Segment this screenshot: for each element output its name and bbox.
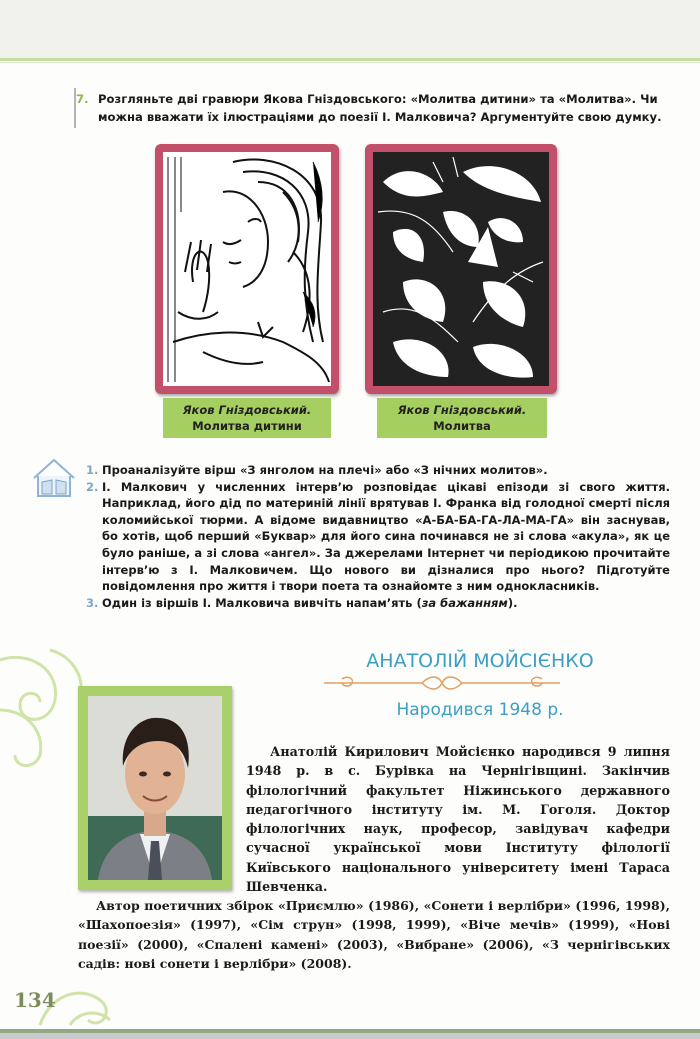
author-photo-frame [78, 686, 232, 890]
author-name: АНАТОЛІЙ МОЙСІЄНКО [366, 650, 594, 672]
header-rule-thin [0, 62, 700, 63]
header-rule [0, 58, 700, 61]
decorative-swirl-icon [0, 640, 90, 770]
task-item-2 [80, 479, 670, 595]
author-portrait-icon [88, 696, 222, 880]
engraving-caption-prayer [377, 398, 547, 438]
page-number: 134 [14, 988, 56, 1012]
engraving-caption-child-prayer [163, 398, 331, 438]
task-text: І. Малкович у численних інтерв’ю розповідає цікаві епізоди зі свого життя. Наприклад, його дід по материній лінії врятував І. Франка від голодної смерті після коломийської тюрми. А відоме видавництво «А-БА-БА-ГА-ЛА-МА-ГА» він заснував, бо хотів, щоб перший «Буквар» для його сина починався не зі слова «акула», як це було раніше, а зі слова «ангел». За джерелами Інтернет чи періодикою прочитайте інтерв’ю з І. Малковичем. Що нового ви дізналися про нього? Підготуйте повідомлення про життя і твори поета та ознайомте з ним однокласників. [102, 479, 670, 594]
question-text: Розгляньте дві гравюри Якова Гніздовського: «Молитва дитини» та «Молитва». Чи можна вважати їх ілюстраціями до поезії І. Малковича? Аргументуйте свою думку. [98, 92, 662, 124]
ornament-divider-icon [322, 675, 562, 691]
engraving-frame-prayer [365, 144, 557, 394]
question-number: 7. [76, 92, 89, 106]
engraving-title: Молитва дитини [192, 419, 302, 433]
header-band [0, 0, 700, 58]
house-book-icon [30, 456, 78, 500]
task-text-italic: за бажанням [421, 595, 508, 610]
task-item-3 [80, 595, 670, 612]
tasks-list [80, 462, 670, 611]
engraving-frame-child-prayer [155, 144, 339, 394]
child-prayer-engraving-icon [163, 152, 331, 386]
footer-band [0, 1033, 700, 1039]
author-bio: Анатолій Кирилович Мойсієнко народився 9 липня 1948 р. в с. Бурівка на Чернігівщині. Закінчив філологічний факультет Ніжинського державного педагогічного інституту ім. М. Гоголя. Доктор філологічних наук, професор, завідувач кафедри сучасної української мови Інституту філології Київського національного університету імені Тараса Шевченка. [246, 744, 670, 895]
question-7 [76, 90, 666, 126]
task-text-end: ). [507, 595, 518, 610]
author-works: Автор поетичних збірок «Приємлю» (1986), «Сонети і верлібри» (1996, 1998), «Шахопоезія» (1997), «Сім струн» (1998, 1999), «Віче мечів» (1999), «Нові поезії» (2000), «Спалені камені» (2003), «Вибране» (2006), «З чернігівських садів: нові сонети і верлібри» (2008). [78, 898, 670, 971]
task-text: Один із віршів І. Малковича вивчіть напам’ять ( [102, 595, 422, 610]
task-number: 1. [86, 463, 99, 477]
task-number: 3. [86, 595, 99, 610]
prayer-engraving-icon [373, 152, 549, 386]
engraving-title: Молитва [433, 419, 491, 433]
author-born: Народився 1948 р. [396, 700, 564, 720]
task-number: 2. [86, 479, 99, 494]
engraving-author: Яков Гніздовський. [182, 403, 312, 417]
task-item-1 [80, 462, 670, 479]
task-text: Проаналізуйте вірш «З янголом на плечі» або «З нічних молитов». [102, 463, 548, 477]
engraving-author: Яков Гніздовський. [397, 403, 527, 417]
